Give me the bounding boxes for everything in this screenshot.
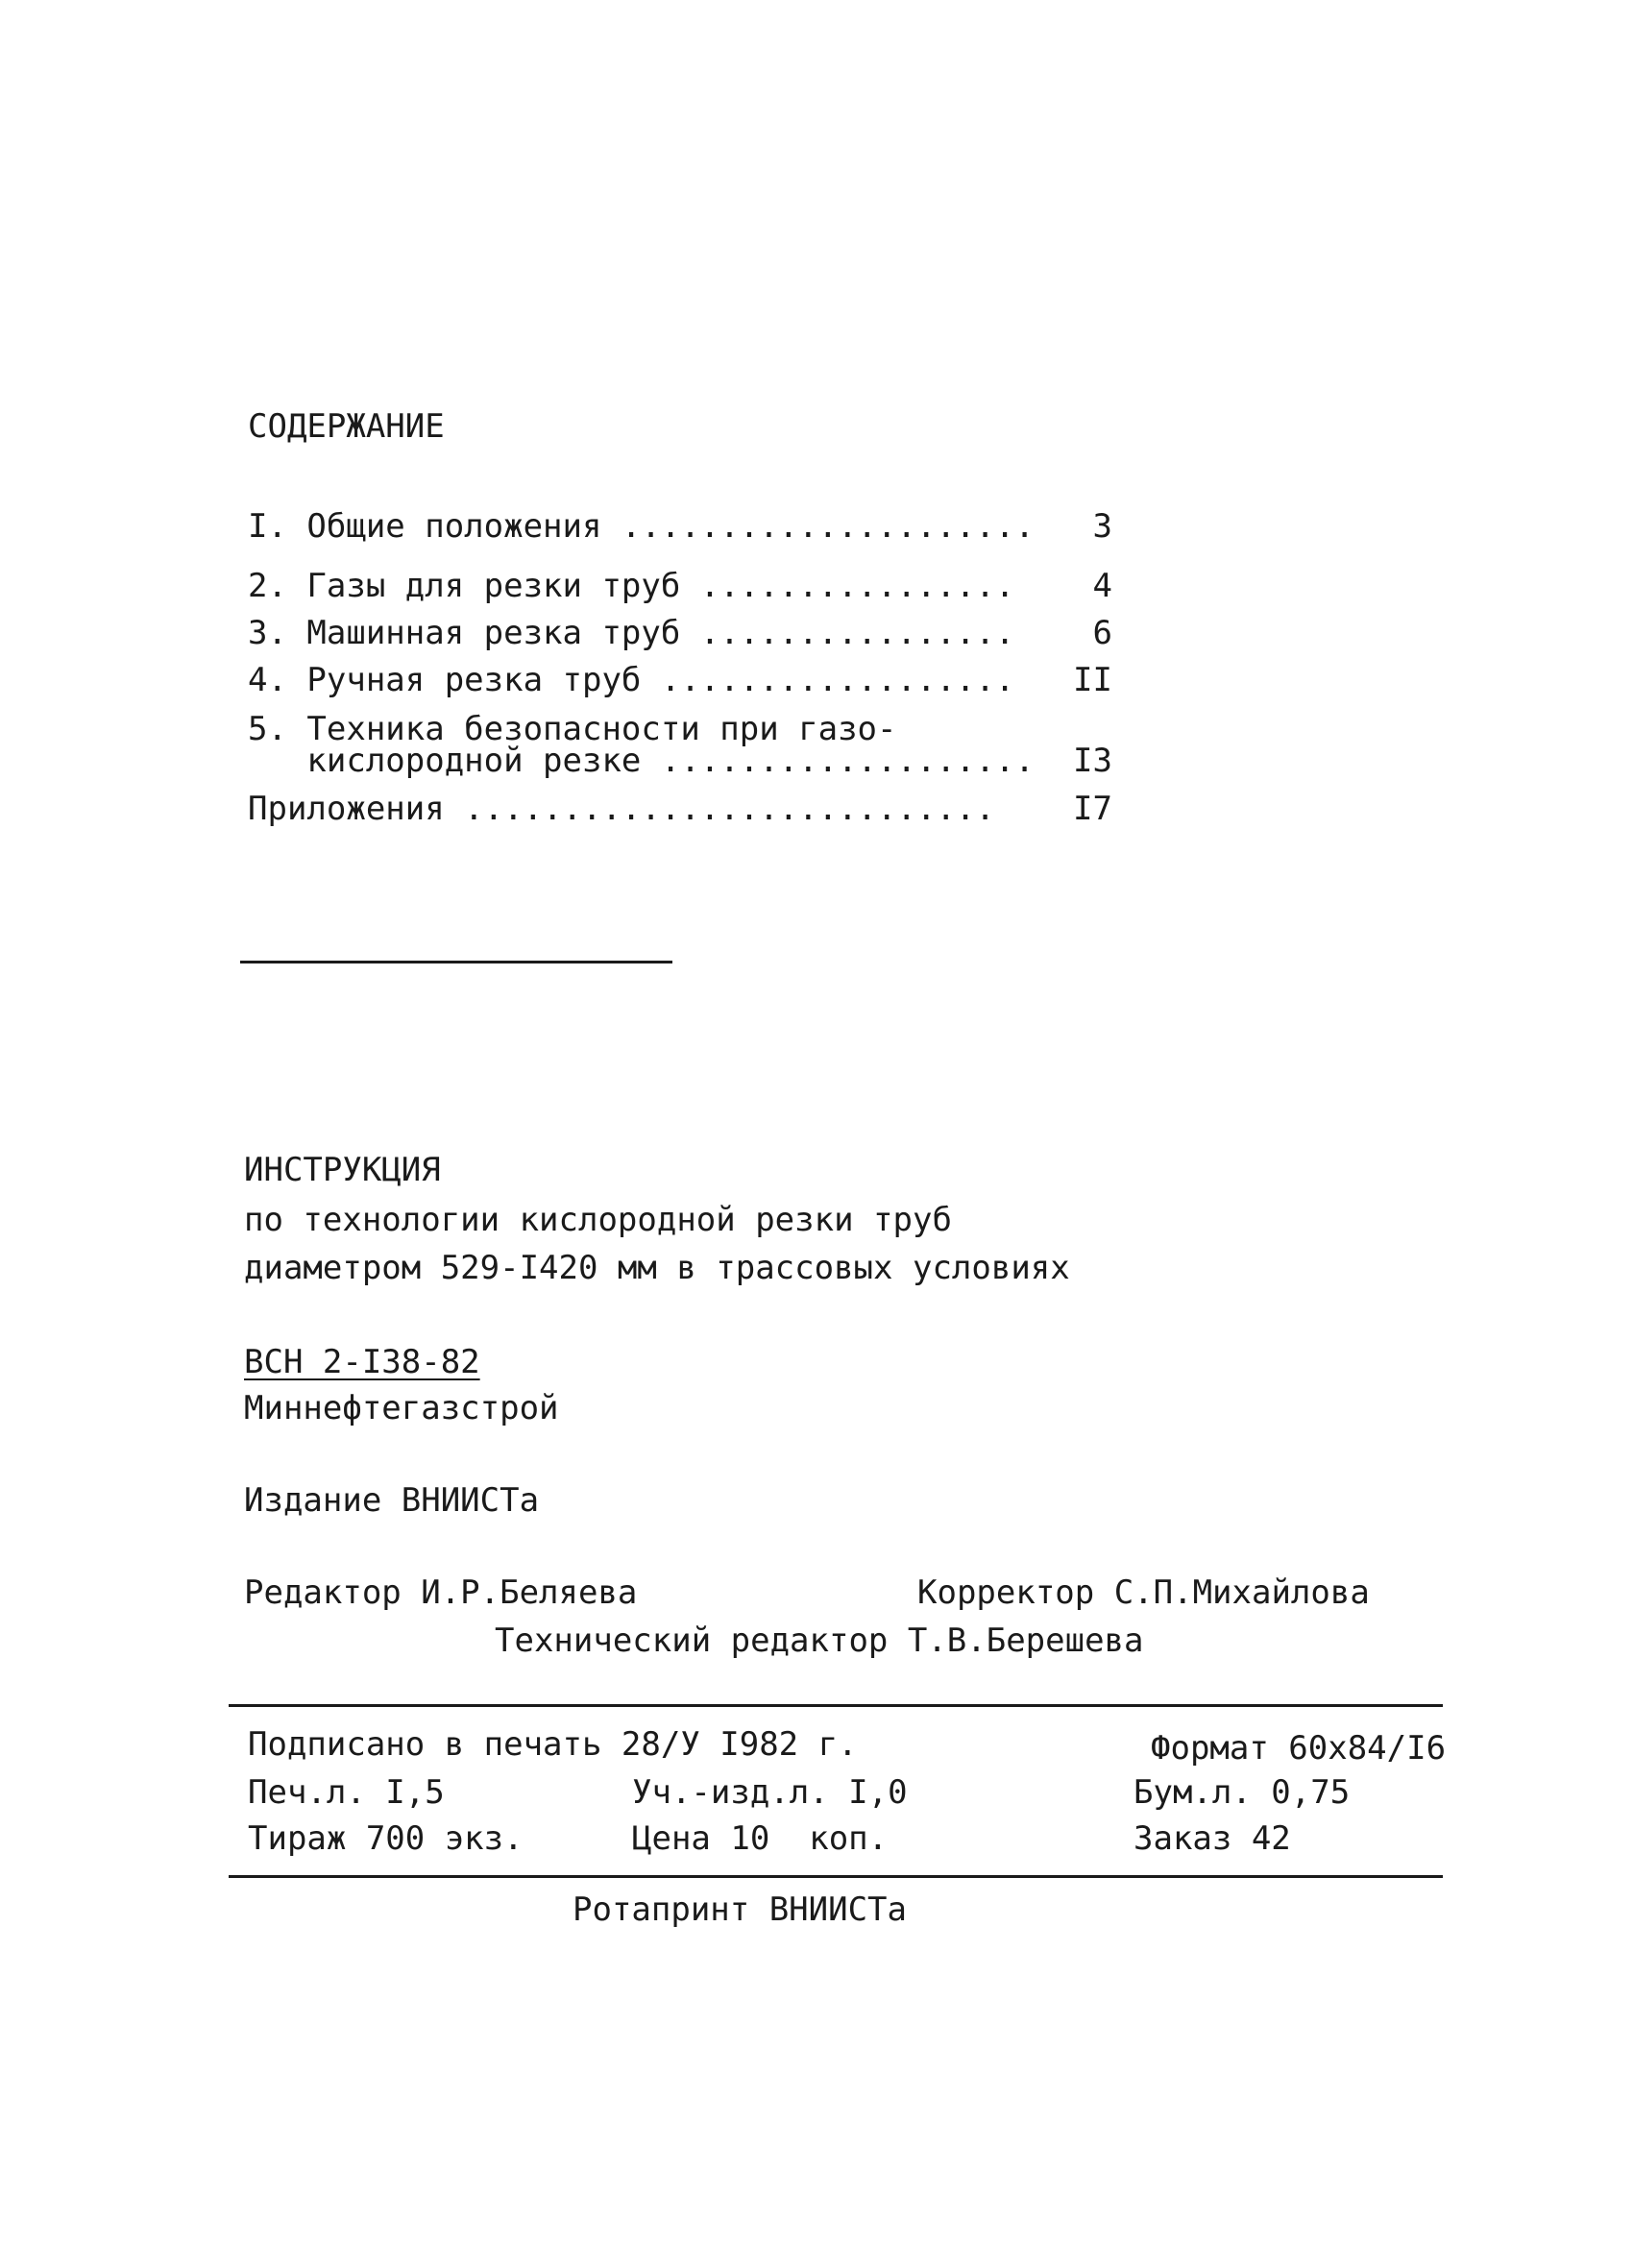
toc-item-page: 3 bbox=[1092, 507, 1112, 546]
toc-heading: СОДЕРЖАНИЕ bbox=[248, 407, 445, 446]
toc-item bbox=[248, 612, 1112, 654]
imprint-publ-sheets: Уч.-изд.л. I,0 bbox=[632, 1773, 908, 1812]
toc-item bbox=[248, 659, 1112, 701]
toc-item-label: I. Общие положения ..................... bbox=[248, 507, 1035, 546]
document-title-line1: по технологии кислородной резки труб bbox=[244, 1201, 952, 1239]
toc-item-page: 6 bbox=[1092, 614, 1112, 652]
imprint-print-sheets: Печ.л. I,5 bbox=[248, 1773, 445, 1812]
imprint-order: Заказ 42 bbox=[1133, 1819, 1291, 1858]
imprint-signed: Подписано в печать 28/У I982 г. bbox=[248, 1725, 858, 1764]
imprint-circulation: Тираж 700 экз. bbox=[248, 1819, 524, 1858]
toc-item bbox=[248, 740, 1112, 782]
imprint-format: Формат 60х84/I6 bbox=[1151, 1729, 1447, 1768]
toc-item-page: 4 bbox=[1092, 567, 1112, 605]
section-divider bbox=[240, 961, 672, 963]
imprint-bottom-rule bbox=[229, 1875, 1443, 1878]
printer-line: Ротапринт ВНИИСТа bbox=[573, 1890, 907, 1929]
toc-item bbox=[248, 505, 1112, 548]
corrector-credit: Корректор С.П.Михайлова bbox=[917, 1573, 1370, 1612]
toc-item-page: I3 bbox=[1073, 742, 1112, 780]
toc-item-label-continued: кислородной резке ................... bbox=[248, 742, 1035, 780]
toc-item bbox=[248, 788, 1112, 830]
editor-credit: Редактор И.Р.Беляева bbox=[244, 1573, 638, 1612]
document-code: ВСН 2-I38-82 bbox=[244, 1343, 480, 1381]
document-kind: ИНСТРУКЦИЯ bbox=[244, 1151, 441, 1189]
toc-item-label: 3. Машинная резка труб ................ bbox=[248, 614, 1015, 652]
imprint-top-rule bbox=[229, 1704, 1443, 1707]
publisher-line: Издание ВНИИСТа bbox=[244, 1481, 540, 1520]
imprint-paper-sheets: Бум.л. 0,75 bbox=[1133, 1773, 1351, 1812]
toc-item-page: II bbox=[1073, 661, 1112, 699]
toc-item-label: 4. Ручная резка труб .................. bbox=[248, 661, 1015, 699]
toc-item-label: 2. Газы для резки труб ................ bbox=[248, 567, 1015, 605]
toc-item-label: Приложения ........................... bbox=[248, 790, 995, 828]
toc-item bbox=[248, 565, 1112, 607]
tech-editor-credit: Технический редактор Т.В.Берешева bbox=[495, 1622, 1144, 1660]
toc-item-page: I7 bbox=[1073, 790, 1112, 828]
ministry-name: Миннефтегазстрой bbox=[244, 1389, 559, 1427]
toc-item-label: 5. Техника безопасности при газо- bbox=[248, 710, 897, 748]
imprint-price: Цена 10 коп. bbox=[632, 1819, 889, 1858]
document-title-line2: диаметром 529-I420 мм в трассовых условиях bbox=[244, 1249, 1070, 1287]
